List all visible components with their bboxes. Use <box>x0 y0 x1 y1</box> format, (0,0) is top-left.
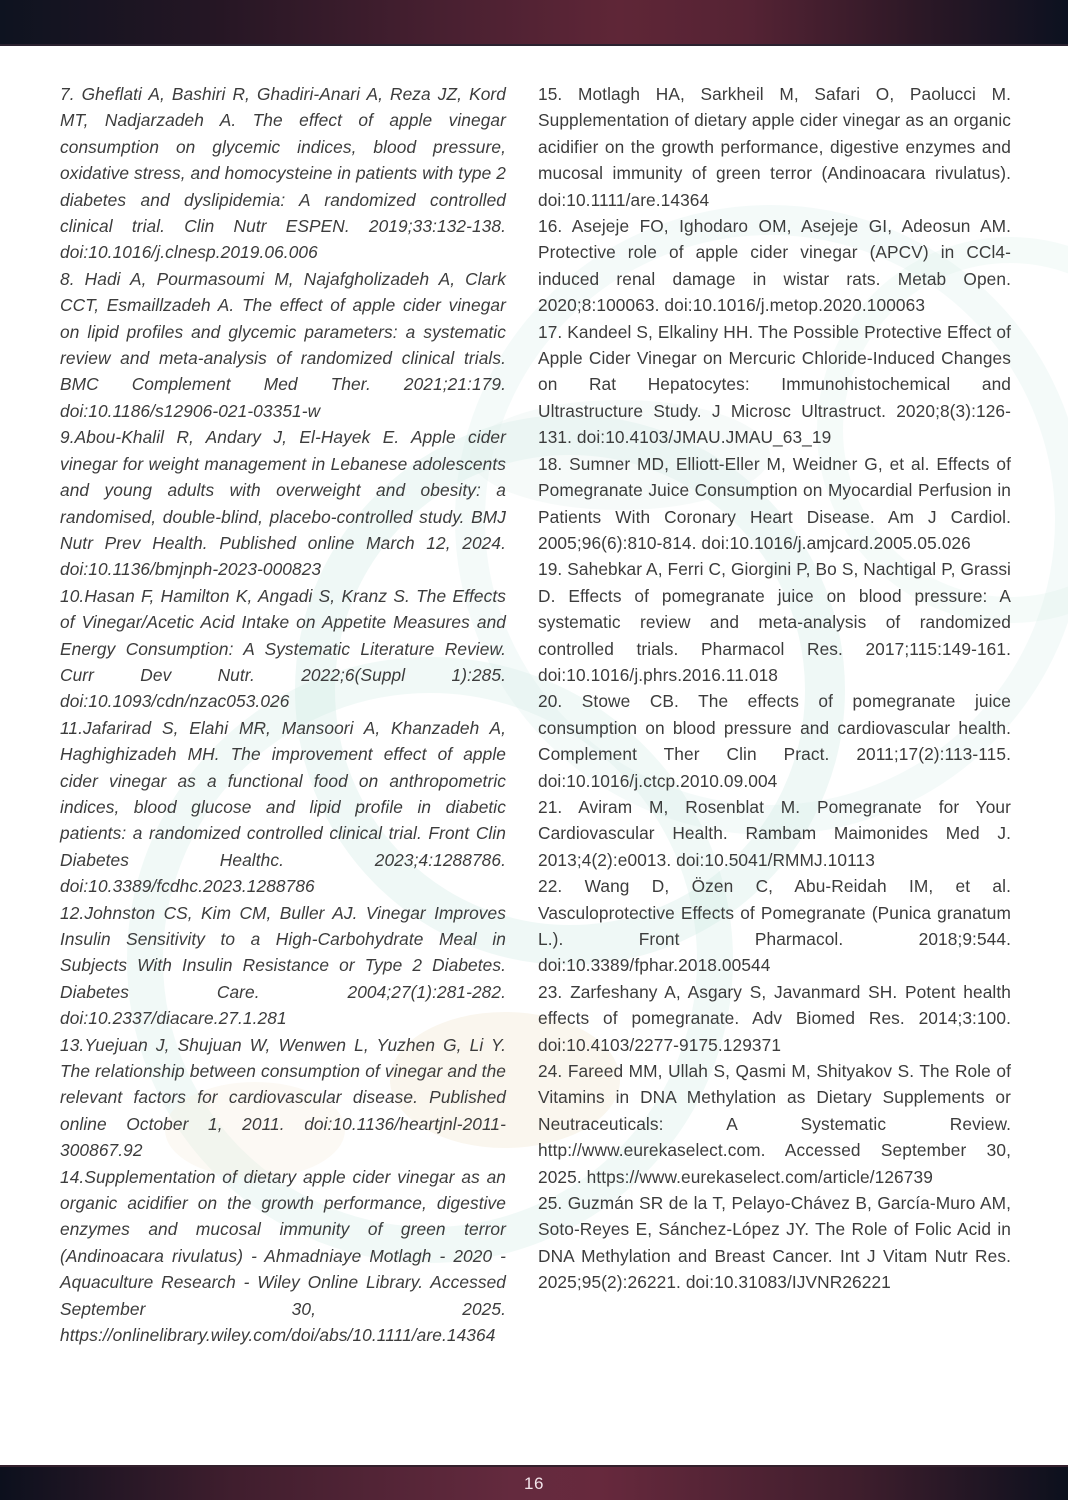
references-column-right <box>538 81 1011 1349</box>
reference-item-22: 22. Wang D, Özen C, Abu-Reidah IM, et al. Vasculoprotective Effects of Pomegranate (Punica granatum L.). Front Pharmacol. 2018;9:544. doi:10.3389/fphar.2018.00544 <box>538 876 1011 976</box>
reference-item-16: 16. Asejeje FO, Ighodaro OM, Asejeje GI, Adeosun AM. Protective role of apple cider vinegar (APCV) in CCl4-induced renal damage in wistar rats. Metab Open. 2020;8:100063. doi:10.1016/j.metop.2020.100063 <box>538 216 1011 316</box>
reference-item-18: 18. Sumner MD, Elliott-Eller M, Weidner G, et al. Effects of Pomegranate Juice Consumption on Myocardial Perfusion in Patients With Coronary Heart Disease. Am J Cardiol. 2005;96(6):810-814. doi:10.1016/j.amjcard.2005.05.026 <box>538 453 1011 553</box>
reference-item-25: 25. Guzmán SR de la T, Pelayo-Chávez B, García-Muro AM, Soto-Reyes E, Sánchez-López JY. The Role of Folic Acid in DNA Methylation and Breast Cancer. Int J Vitam Nutr Res. 2025;95(2):26221. doi:10.31083/IJVNR26221 <box>538 1193 1011 1293</box>
reference-item-23: 23. Zarfeshany A, Asgary S, Javanmard SH. Potent health effects of pomegranate. Adv Biomed Res. 2014;3:100. doi:10.4103/2277-9175.129371 <box>538 981 1011 1055</box>
reference-item-7: 7. Gheflati A, Bashiri R, Ghadiri-Anari A, Reza JZ, Kord MT, Nadjarzadeh A. The effect of apple vinegar consumption on glycemic indices, blood pressure, oxidative stress, and homocysteine in patients with type 2 diabetes and dyslipidemia: A randomized controlled clinical trial. Clin Nutr ESPEN. 2019;33:132-138. doi:10.1016/j.clnesp.2019.06.006 <box>60 84 506 263</box>
footer-gradient-bar <box>0 1465 1068 1500</box>
references-column-left <box>60 81 506 1349</box>
reference-item-20: 20. Stowe CB. The effects of pomegranate juice consumption on blood pressure and cardiovascular health. Complement Ther Clin Pract. 2011;17(2):113-115. doi:10.1016/j.ctcp.2010.09.004 <box>538 691 1011 791</box>
reference-item-10: 10.Hasan F, Hamilton K, Angadi S, Kranz S. The Effects of Vinegar/Acetic Acid Intake on Appetite Measures and Energy Consumption: A Systematic Literature Review. Curr Dev Nutr. 2022;6(Suppl 1):285. doi:10.1093/cdn/nzac053.026 <box>60 585 506 712</box>
references-section <box>60 81 1011 1349</box>
header-gradient-bar <box>0 0 1068 46</box>
page-number: 16 <box>524 1473 544 1493</box>
reference-item-12: 12.Johnston CS, Kim CM, Buller AJ. Vinegar Improves Insulin Sensitivity to a High-Carbohydrate Meal in Subjects With Insulin Resistance or Type 2 Diabetes. Diabetes Care. 2004;27(1):281-282. doi:10.2337/diacare.27.1.281 <box>60 902 506 1029</box>
reference-item-21: 21. Aviram M, Rosenblat M. Pomegranate for Your Cardiovascular Health. Rambam Maimonides Med J. 2013;4(2):e0013. doi:10.5041/RMMJ.10113 <box>538 796 1011 870</box>
reference-item-14: 14.Supplementation of dietary apple cider vinegar as an organic acidifier on the growth performance, digestive enzymes and mucosal immunity of green terror (Andinoacara rivulatus) - Ahmadniaye Motlagh - 2020 - Aquaculture Research - Wiley Online Library. Accessed September 30, 2025. https://onlinelibrary.wiley.com/doi/abs/10.1111/are.14364 <box>60 1166 506 1346</box>
reference-item-15: 15. Motlagh HA, Sarkheil M, Safari O, Paolucci M. Supplementation of dietary apple cider vinegar as an organic acidifier on the growth performance, digestive enzymes and mucosal immunity of green terror (Andinoacara rivulatus). doi:10.1111/are.14364 <box>538 84 1011 210</box>
reference-item-24: 24. Fareed MM, Ullah S, Qasmi M, Shityakov S. The Role of Vitamins in DNA Methylation as Dietary Supplements or Neutraceuticals: A Systematic Review. http://www.eurekaselect.com. Accessed September 30, 2025. https://www.eurekaselect.com/article/126739 <box>538 1061 1011 1187</box>
reference-item-8: 8. Hadi A, Pourmasoumi M, Najafgholizadeh A, Clark CCT, Esmaillzadeh A. The effect of apple cider vinegar on lipid profiles and glycemic parameters: a systematic review and meta-analysis of randomized clinical trials. BMC Complement Med Ther. 2021;21:179. doi:10.1186/s12906-021-03351-w <box>60 268 506 421</box>
reference-item-13: 13.Yuejuan J, Shujuan W, Wenwen L, Yuzhen G, Li Y. The relationship between consumption of vinegar and the relevant factors for cardiovascular disease. Published online October 1, 2011. doi:10.1136/heartjnl-2011-300867.92 <box>60 1034 506 1161</box>
reference-item-19: 19. Sahebkar A, Ferri C, Giorgini P, Bo S, Nachtigal P, Grassi D. Effects of pomegranate juice on blood pressure: A systematic review and meta-analysis of randomized controlled trials. Pharmacol Res. 2017;115:149-161. doi:10.1016/j.phrs.2016.11.018 <box>538 559 1011 685</box>
reference-item-9: 9.Abou-Khalil R, Andary J, El-Hayek E. Apple cider vinegar for weight management in Lebanese adolescents and young adults with overweight and obesity: a randomised, double-blind, placebo-controlled study. BMJ Nutr Prev Health. Published online March 12, 2024. doi:10.1136/bmjnph-2023-000823 <box>60 427 506 580</box>
reference-item-17: 17. Kandeel S, Elkaliny HH. The Possible Protective Effect of Apple Cider Vinegar on Mercuric Chloride-Induced Changes on Rat Hepatocytes: Immunohistochemical and Ultrastructure Study. J Microsc Ultrastruct. 2020;8(3):126-131. doi:10.4103/JMAU.JMAU_63_19 <box>538 321 1011 448</box>
reference-item-11: 11.Jafarirad S, Elahi MR, Mansoori A, Khanzadeh A, Haghighizadeh MH. The improvement effect of apple cider vinegar as a functional food on anthropometric indices, blood glucose and lipid profile in diabetic patients: a randomized controlled clinical trial. Front Clin Diabetes Healthc. 2023;4:1288786. doi:10.3389/fcdhc.2023.1288786 <box>60 717 506 897</box>
